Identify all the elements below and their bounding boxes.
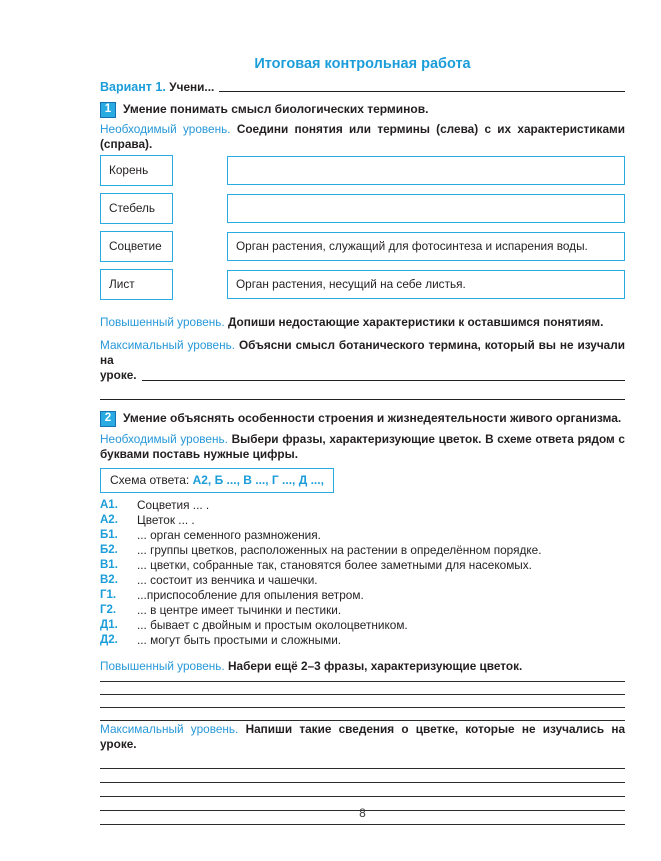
page-number: 8 [359,806,366,820]
level-label-required: Необходимый уровень. [100,122,231,136]
list-item [100,528,625,543]
level-label-max: Максимальный уровень. [100,338,236,352]
level-label-max: Максимальный уровень. [100,722,239,736]
definition-box-3: Орган растения, служащий для фотосинтеза и испарения воды. [227,232,625,261]
level-label-required: Необходимый уровень. [100,432,228,446]
match-row [100,155,625,186]
section-1-header [100,101,625,118]
match-row [100,231,625,262]
max-task-text-line1: Объясни смысл ботанического термина, который вы не изучали на [100,338,625,367]
option-code: Г2. [100,604,117,616]
section-2-skill: Умение объяснять особенности строения и жизнедеятельности живого организма. [123,411,622,425]
variant-label: Вариант 1. [100,80,170,94]
list-item [100,513,625,528]
option-text: ... орган семенного размножения. [137,528,321,542]
answer-scheme-label: Схема ответа: [110,473,193,487]
option-text: ... группы цветков, расположенных на растении в определённом порядке. [137,543,542,557]
option-code: Д1. [100,619,118,631]
page-title: Итоговая контрольная работа [254,56,471,72]
term-box-list: Лист [100,269,173,300]
option-text: ...приспособление для опыления ветром. [137,588,364,602]
level-label-advanced: Повышенный уровень. [100,659,225,673]
definition-box-4: Орган растения, несущий на себе листья. [227,270,625,299]
required-task-text: Выбери фразы, характеризующие цветок. В схеме ответа рядом с буквами поставь нужные цифры. [100,432,625,461]
option-code: Г1. [100,589,117,601]
answer-line [100,399,625,400]
advanced-task-text: Допиши недостающие характеристики к оставшимся понятиям. [228,315,604,329]
option-text: ... могут быть простыми и сложными. [137,633,342,647]
option-code: В1. [100,559,118,571]
variant-row [100,80,625,94]
list-item [100,573,625,588]
section-2-header [100,410,625,427]
advanced-task-text: Набери ещё 2–3 фразы, характеризующие цветок. [228,659,523,673]
section-1-skill: Умение понимать смысл биологических терминов. [123,102,429,116]
definition-box-1 [227,156,625,185]
max-task-text: Напиши такие сведения о цветке, которые не изучались на уроке. [100,722,626,751]
section-2-advanced-task [100,659,625,674]
option-code: Б2. [100,544,118,556]
option-text: ... цветки, собранные так, становятся более заметными для насекомых. [137,558,532,572]
option-text: Соцветия ... . [137,498,210,512]
list-item [100,558,625,573]
matching-table [100,155,625,300]
list-item [100,588,625,603]
match-row [100,269,625,300]
answer-line [100,783,625,797]
option-code: В2. [100,574,118,586]
answer-scheme-value: А2, Б ..., В ..., Г ..., Д ..., [192,473,324,487]
list-item [100,633,625,648]
required-task-text: Соедини понятия или термины (слева) с их характеристиками (справа). [100,122,626,151]
definition-box-2 [227,194,625,223]
student-name-prefix: Учени... [169,80,215,94]
option-code: А2. [100,514,118,526]
option-text: ... в центре имеет тычинки и пестики. [137,603,342,617]
answer-line [100,695,625,708]
page-content [100,0,625,825]
section-1-advanced-task [100,315,625,330]
option-text: ... состоит из венчика и чашечки. [137,573,318,587]
option-text: Цветок ... . [137,513,195,527]
answer-line [100,674,625,682]
section-2-number-badge: 2 [100,411,116,427]
section-2-max-task [100,722,625,752]
max-task-text-line2: уроке. [100,368,137,382]
section-1-max-task-line2 [100,368,625,383]
list-item [100,498,625,513]
option-text: ... бывает с двойным и простым околоцветником. [137,618,408,632]
section-1-number-badge: 1 [100,102,116,118]
answer-line [100,769,625,783]
answer-line [100,682,625,695]
term-box-stebel: Стебель [100,193,173,224]
list-item [100,543,625,558]
section-1-required-task [100,122,625,152]
answer-scheme-box [100,468,334,493]
answer-line [100,752,625,769]
option-code: Д2. [100,634,118,646]
term-box-koren: Корень [100,155,173,186]
term-box-socvetie: Соцветие [100,231,173,262]
list-item [100,603,625,618]
answer-line [100,708,625,721]
option-code: А1. [100,499,118,511]
level-label-advanced: Повышенный уровень. [100,315,225,329]
options-list [100,498,625,648]
section-1-max-task-line1 [100,338,625,368]
option-code: Б1. [100,529,118,541]
answer-lines-group [100,674,625,721]
match-row [100,193,625,224]
student-name-line [219,91,625,92]
section-2-required-task [100,432,625,462]
list-item [100,618,625,633]
answer-line [142,380,625,381]
